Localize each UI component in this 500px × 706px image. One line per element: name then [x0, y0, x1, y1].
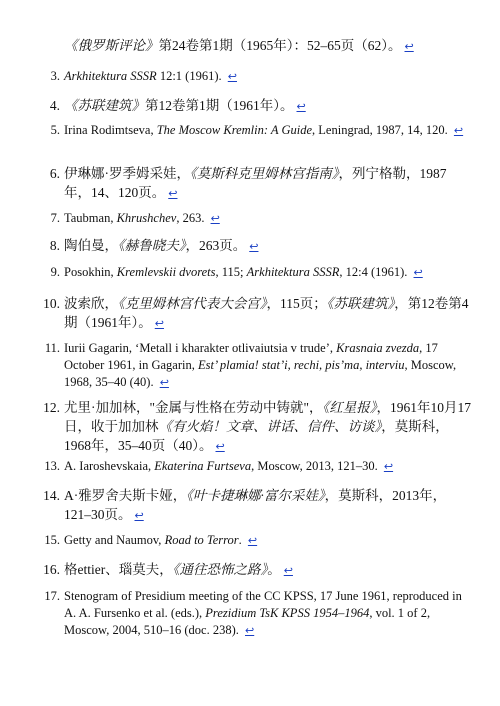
- cited-title: Arkhitektura SSSR: [64, 69, 157, 83]
- footnote-text: ，1961年10月17日，收于加加林: [64, 400, 472, 434]
- footnote-text: , 263.: [176, 211, 208, 225]
- note-text: 第24卷第1期（1965年）：52–65页（62）。: [158, 38, 402, 53]
- cited-title: 《通往恐怖之路》: [172, 562, 268, 577]
- footnote-number: 13.: [44, 459, 60, 473]
- backlink-icon[interactable]: ↩: [154, 317, 164, 330]
- journal-title: 《俄罗斯评论》: [64, 38, 159, 53]
- cited-title: Est’ plamia! stat’i, rechi, pis’ma, interviu: [198, 358, 405, 372]
- footnote-number: 11.: [44, 341, 60, 355]
- footnote-item: [0, 294, 500, 333]
- backlink-icon[interactable]: ↩: [453, 124, 464, 137]
- footnote-text: ，列宁格勒，1987年，14、120页。: [64, 166, 447, 200]
- footnote-number: 15.: [44, 533, 60, 547]
- cited-title: Prezidium TsK KPSS 1954–1964: [205, 606, 370, 620]
- cited-title: Kremlevskii dvorets: [116, 265, 216, 279]
- footnote-text: Irina Rodimtseva,: [64, 123, 157, 137]
- footnote-text: ，第12卷第4期（1961年）。: [64, 296, 469, 330]
- footnote-number: 10.: [43, 296, 60, 311]
- cited-title: Krasnaia zvezda: [336, 341, 420, 355]
- footnote-text: Iurii Gagarin, ‘Metall i kharakter otlivaiutsia v trude’,: [64, 341, 337, 355]
- footnote-item: [0, 68, 500, 85]
- footnote-number: 16.: [43, 562, 60, 577]
- footnote-text: 陶伯曼，: [64, 238, 118, 253]
- footnote-item: [0, 458, 500, 475]
- cited-title: 《莫斯科克里姆林宫指南》: [190, 166, 339, 181]
- footnote-text: 尤里·加加林，"金属与性格在劳动中铸就"，: [64, 400, 323, 415]
- footnote-text: , Moscow, 2013, 121–30.: [251, 459, 381, 473]
- backlink-icon[interactable]: ↩: [215, 440, 225, 453]
- cited-title: 《红星报》: [322, 400, 377, 415]
- footnote-text: Taubman,: [64, 211, 117, 225]
- footnote-item: [0, 96, 500, 116]
- note-continuation: [64, 36, 484, 57]
- footnote-text: 格ettier、瑙莫夫，: [64, 562, 173, 577]
- cited-title: Road to Terror: [164, 533, 239, 547]
- footnote-text: 。: [267, 562, 281, 577]
- footnote-text: A·雅罗舍夫斯卡娅，: [64, 488, 187, 503]
- footnote-number: 9.: [50, 265, 60, 279]
- footnote-number: 12.: [43, 400, 60, 415]
- footnote-item: [0, 340, 500, 391]
- backlink-icon[interactable]: ↩: [245, 624, 255, 637]
- cited-title: Khrushchev: [116, 211, 177, 225]
- cited-title: Arkhitektura SSSR: [246, 265, 340, 279]
- footnote-text: , Moscow, 1968, 35–40 (40).: [64, 358, 457, 389]
- backlink-icon[interactable]: ↩: [296, 100, 306, 113]
- footnote-item: [0, 164, 500, 203]
- footnote-text: , Leningrad, 1987, 14, 120.: [312, 123, 451, 137]
- footnote-text: .: [238, 533, 245, 547]
- footnote-number: 17.: [44, 589, 60, 603]
- backlink-icon[interactable]: ↩: [227, 70, 237, 83]
- footnote-text: 12:1 (1961).: [156, 69, 225, 83]
- backlink-icon[interactable]: ↩: [159, 376, 169, 389]
- cited-title: 《有火焰！文章、讲话、信件、访谈》: [158, 419, 382, 434]
- cited-title: 《赫鲁晓夫》: [118, 238, 186, 253]
- footnote-item: [0, 236, 500, 256]
- footnote-text: ，115页；: [266, 296, 327, 311]
- footnote-number: 6.: [49, 166, 60, 181]
- footnote-text: ，莫斯科，1968年，35–40页（40）。: [64, 419, 449, 453]
- cited-title: 《苏联建筑》: [64, 98, 145, 113]
- footnote-text: Stenogram of Presidium meeting of the CC KPSS, 17 June 1961, reproduced in A. A. Fursenko et al. (eds.),: [64, 589, 462, 620]
- cited-title: 《叶卡捷琳娜·富尔采娃》: [186, 488, 325, 503]
- cited-title: Ekaterina Furtseva: [154, 459, 252, 473]
- footnote-text: 第12卷第1期（1961年）。: [145, 98, 294, 113]
- footnote-text: , 17 October 1961, in Gagarin,: [64, 341, 438, 372]
- footnote-number: 4.: [49, 98, 60, 113]
- footnote-number: 8.: [49, 238, 60, 253]
- cited-title: 《苏联建筑》: [326, 296, 395, 311]
- footnote-text: , 115;: [215, 265, 247, 279]
- footnote-text: ，莫斯科，2013年，121–30页。: [64, 488, 447, 522]
- footnote-text: 伊琳娜·罗季姆采娃，: [64, 166, 190, 181]
- footnote-item: [0, 122, 500, 139]
- footnote-text: ，263页。: [185, 238, 247, 253]
- backlink-icon[interactable]: ↩: [168, 187, 178, 200]
- footnote-number: 7.: [50, 211, 60, 225]
- backlink-icon[interactable]: ↩: [210, 212, 220, 225]
- backlink-icon[interactable]: ↩: [247, 534, 258, 547]
- footnote-item: [0, 486, 500, 525]
- footnote-item: [0, 210, 500, 227]
- backlink-icon[interactable]: ↩: [404, 40, 414, 53]
- backlink-icon[interactable]: ↩: [413, 266, 423, 279]
- backlink-icon[interactable]: ↩: [134, 509, 144, 522]
- footnote-item: [0, 588, 500, 639]
- footnote-item: [0, 560, 500, 580]
- footnote-number: 14.: [43, 488, 60, 503]
- footnote-text: A. Iaroshevskaia,: [64, 459, 155, 473]
- backlink-icon[interactable]: ↩: [383, 460, 394, 473]
- backlink-icon[interactable]: ↩: [249, 240, 259, 253]
- footnote-text: 波索欣，: [64, 296, 118, 311]
- footnote-item: [0, 264, 500, 281]
- cited-title: The Moscow Kremlin: A Guide: [156, 123, 313, 137]
- cited-title: 《克里姆林宫代表大会宫》: [118, 296, 267, 311]
- footnote-text: Posokhin,: [64, 265, 117, 279]
- footnote-number: 3.: [50, 69, 60, 83]
- footnote-text: , vol. 1 of 2, Moscow, 2004, 510–16 (doc. 238).: [64, 606, 431, 637]
- footnote-item: [0, 532, 500, 549]
- footnote-text: Getty and Naumov,: [64, 533, 165, 547]
- backlink-icon[interactable]: ↩: [283, 564, 293, 577]
- footnote-number: 5.: [50, 123, 60, 137]
- footnote-item: [0, 398, 500, 456]
- footnote-text: , 12:4 (1961).: [339, 265, 411, 279]
